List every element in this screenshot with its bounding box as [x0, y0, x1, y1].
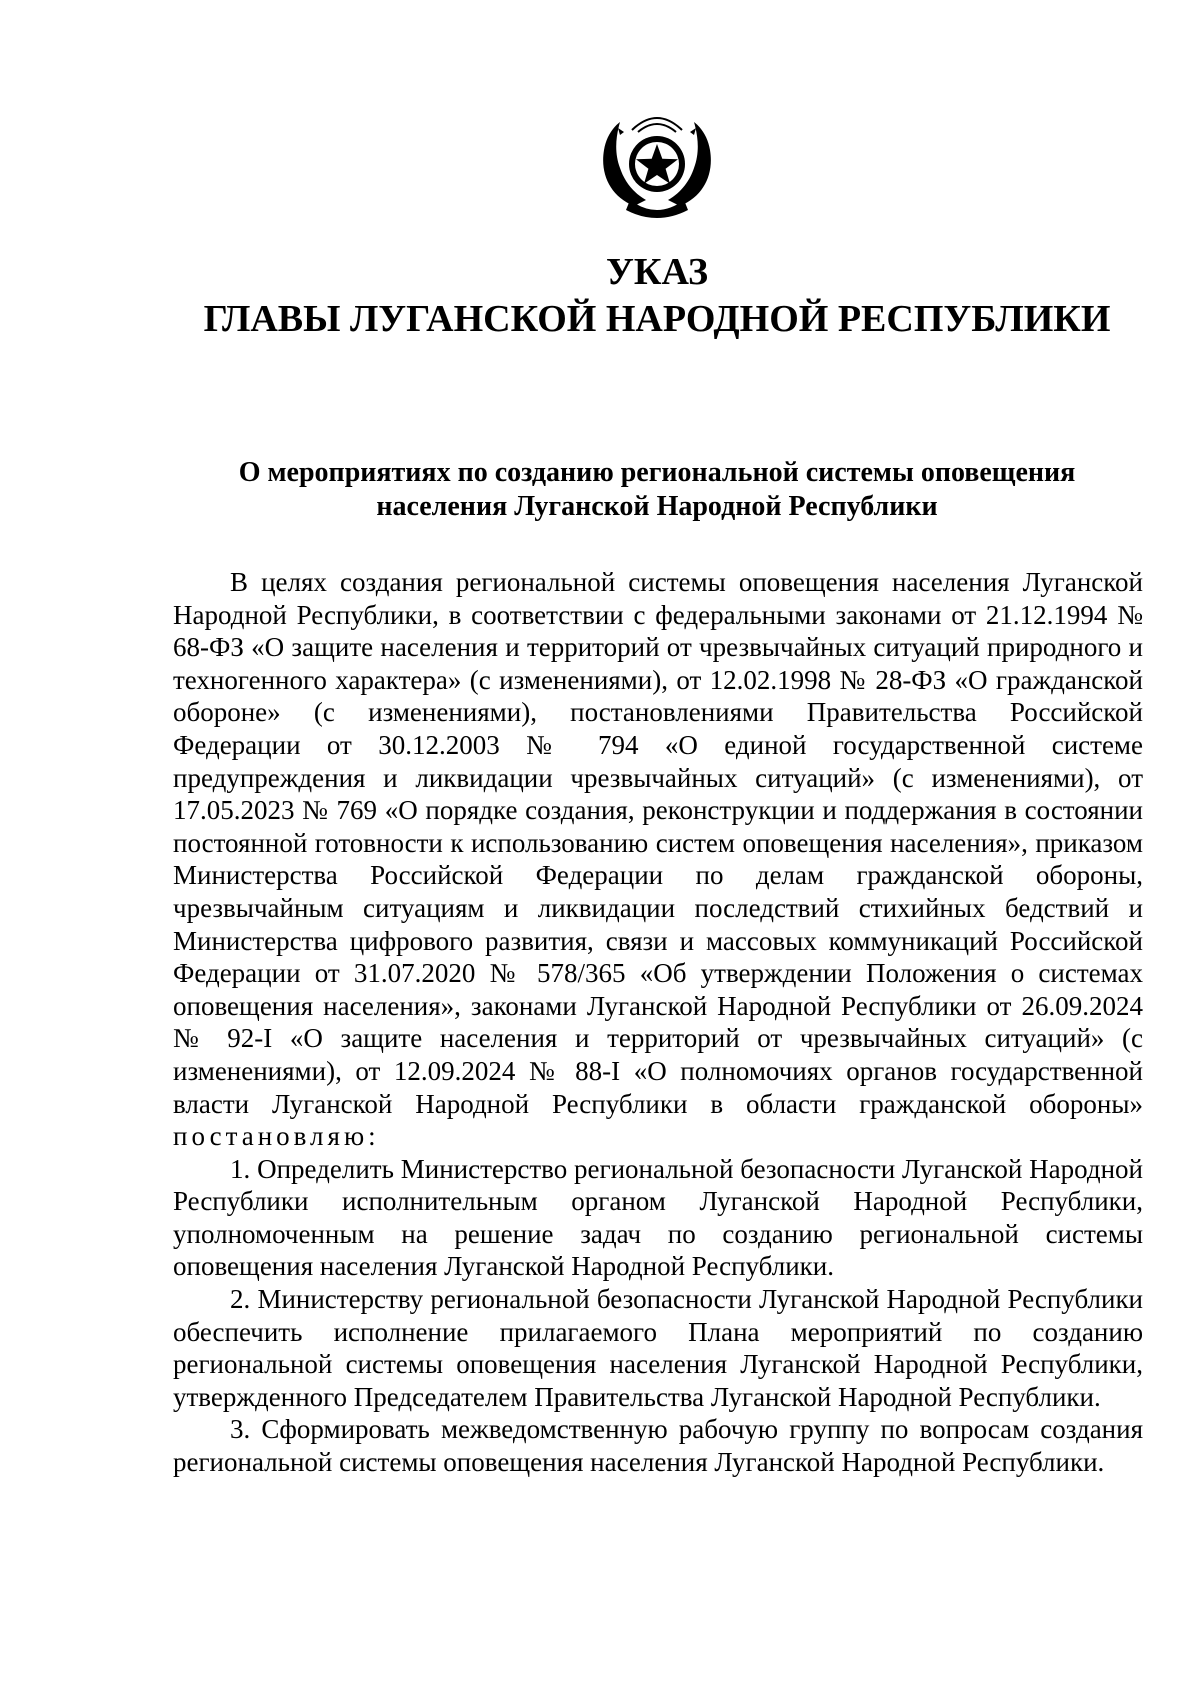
subject-line-1: О мероприятиях по созданию региональной системы оповещения: [238, 457, 1076, 488]
decree-subject: [200, 456, 1114, 524]
issuer-title: ГЛАВЫ ЛУГАНСКОЙ НАРОДНОЙ РЕСПУБЛИКИ: [203, 298, 1111, 340]
preamble-text: В целях создания региональной системы оповещения населения Луганской Народной Республики, в соответствии с федеральными законами от 21.12.1994 № 68-ФЗ «О защите населения и территорий от чрезвычайных ситуаций природного и техногенного характера» (с изменениями), от 12.02.1998 № 28-ФЗ «О гражданской обороне» (с изменениями), постановлениями Правительства Российской Федерации от 30.12.2003 № 794 «О единой государственной системе предупреждения и ликвидации чрезвычайных ситуаций» (с изменениями), от 17.05.2023 № 769 «О порядке создания, реконструкции и поддержания в состоянии постоянной готовности к использованию систем оповещения населения», приказом Министерства Российской Федерации по делам гражданской обороны, чрезвычайным ситуациям и ликвидации последствий стихийных бедствий и Министерства цифрового развития, связи и массовых коммуникаций Российской Федерации от 31.07.2020 № 578/365 «Об утверждении Положения о системах оповещения населения», законами Луганской Народной Республики от 26.09.2024 № 92-I «О защите населения и территорий от чрезвычайных ситуаций» (с изменениями), от 12.09.2024 № 88-I «О полномочиях органов государственной власти Луганской Народной Республики в области гражданской обороны»: [173, 567, 1143, 1119]
decree-body: [173, 566, 1143, 1479]
decree-item-1: [173, 1153, 1143, 1283]
item-number: 3.: [230, 1414, 251, 1445]
subject-line-2: населения Луганской Народной Республики: [376, 491, 938, 522]
item-number: 2.: [230, 1284, 251, 1315]
resolution-word: постановляю:: [173, 1121, 380, 1152]
decree-item-3: [173, 1413, 1143, 1478]
item-number: 1.: [230, 1153, 251, 1184]
preamble-paragraph: [173, 566, 1143, 1153]
decree-item-2: [173, 1283, 1143, 1413]
decree-title: УКАЗ: [606, 251, 708, 293]
state-emblem-icon: [594, 108, 720, 220]
item-text: Сформировать межведомственную рабочую группу по вопросам создания региональной системы оповещения населения Луганской Народной Республики.: [173, 1414, 1143, 1478]
item-text: Определить Министерство региональной безопасности Луганской Народной Республики исполнительным органом Луганской Народной Республики, уполномоченным на решение задач по созданию региональной системы оповещения населения Луганской Народной Республики.: [173, 1153, 1143, 1282]
item-text: Министерству региональной безопасности Луганской Народной Республики обеспечить исполнение прилагаемого Плана мероприятий по созданию региональной системы оповещения населения Луганской Народной Республики, утвержденного Председателем Правительства Луганской Народной Республики.: [173, 1284, 1144, 1412]
